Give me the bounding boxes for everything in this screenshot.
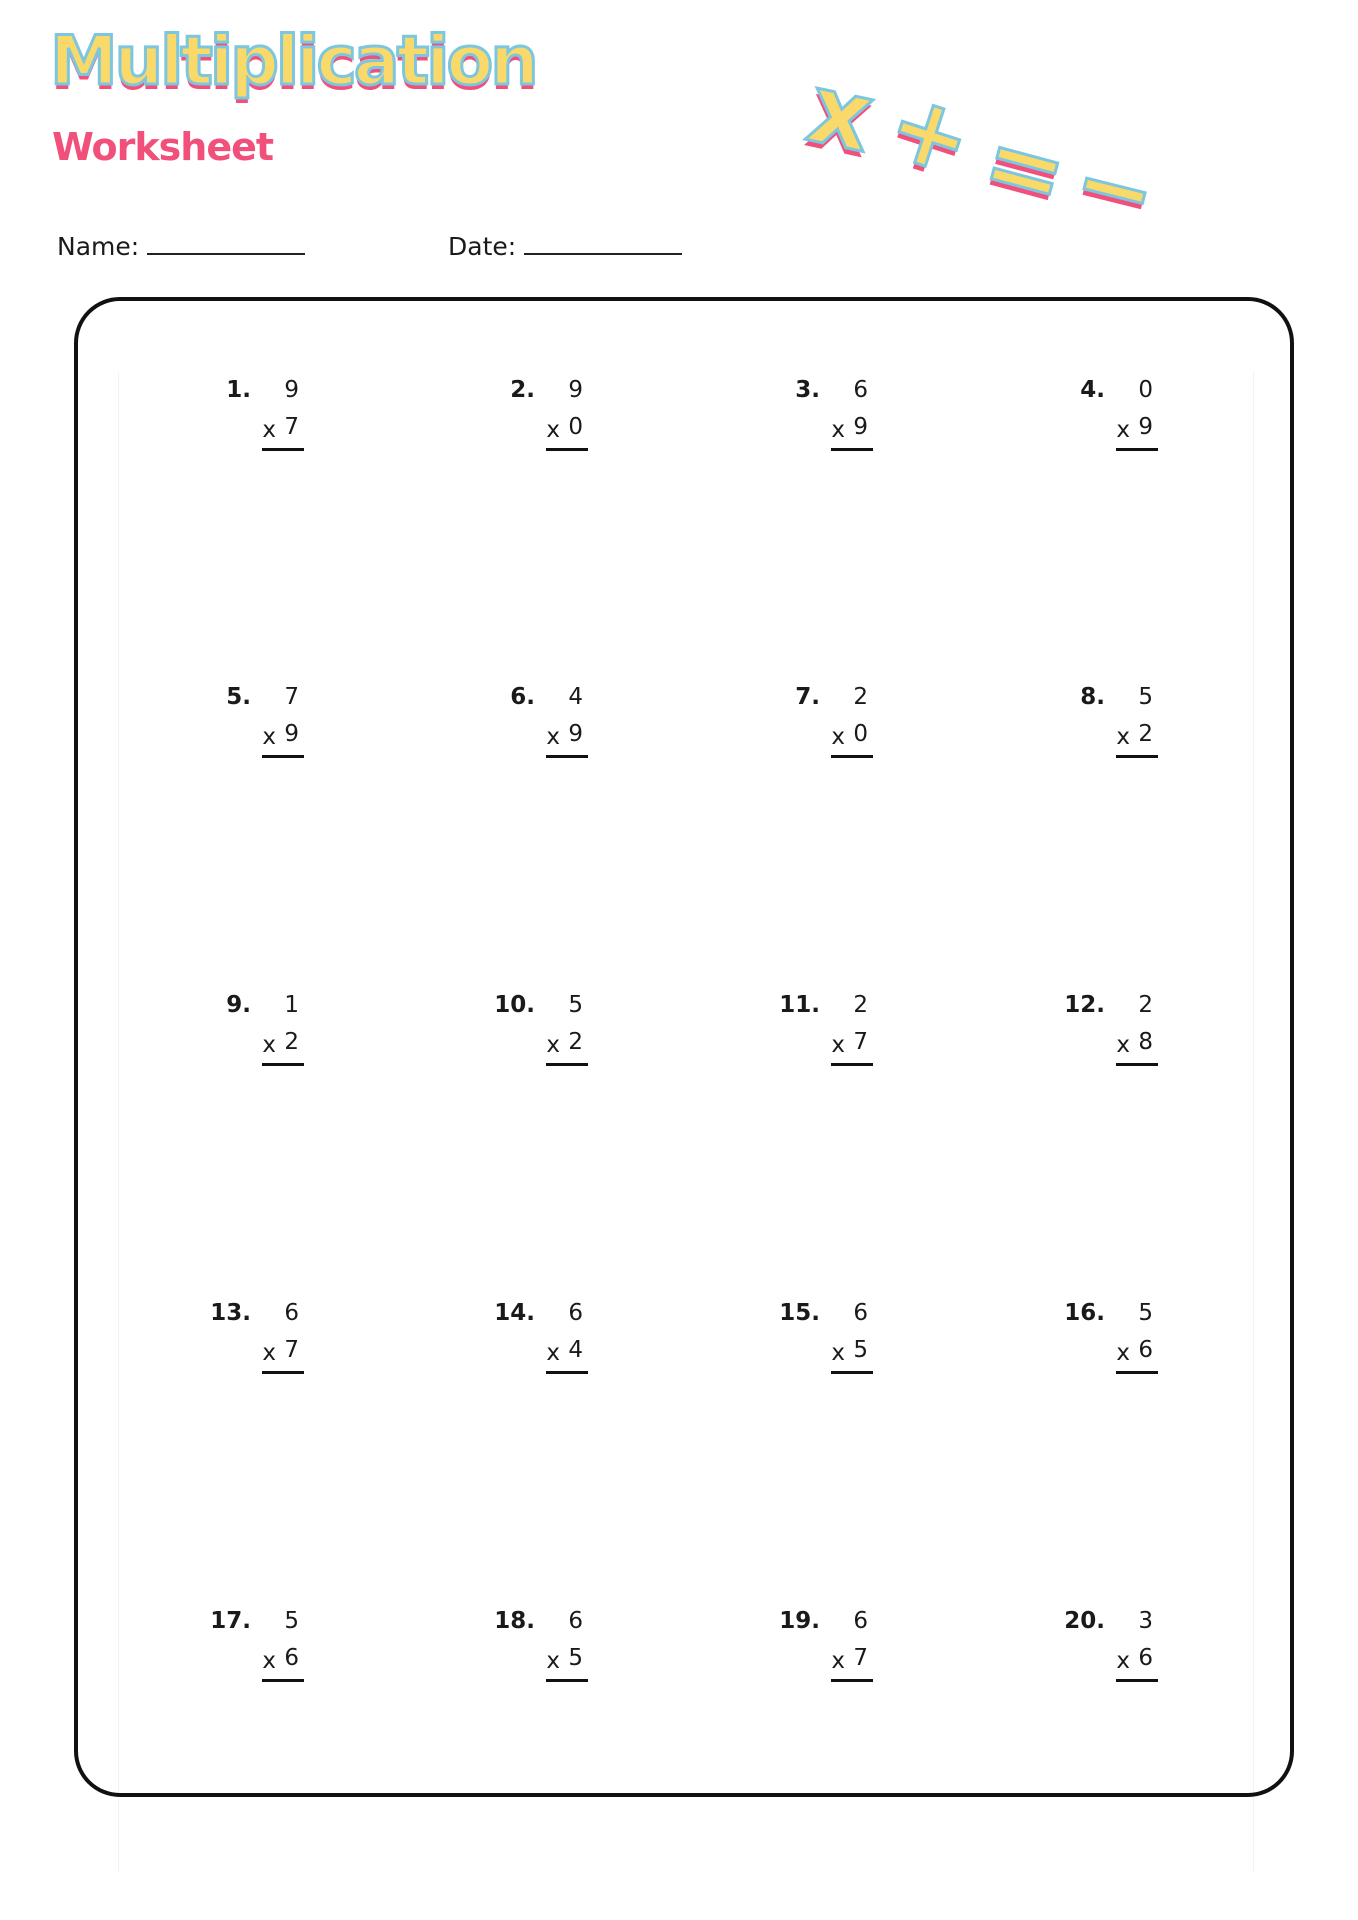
problem-number: 14. xyxy=(494,1300,535,1326)
problem-top-operand: 6 xyxy=(853,1300,868,1326)
multiply-sign: x xyxy=(831,1340,845,1366)
problem-10 xyxy=(468,992,588,1082)
problem-top-operand: 6 xyxy=(568,1608,583,1634)
multiply-sign: x xyxy=(546,1648,560,1674)
answer-line[interactable] xyxy=(262,755,304,758)
problem-13 xyxy=(184,1300,304,1390)
problem-top-operand: 5 xyxy=(1138,684,1153,710)
problem-number: 3. xyxy=(795,377,820,403)
answer-line[interactable] xyxy=(546,1371,588,1374)
problem-bottom-operand: 8 xyxy=(1138,1029,1153,1055)
problem-9 xyxy=(184,992,304,1082)
problem-bottom-operand: 7 xyxy=(284,1337,299,1363)
problem-number: 13. xyxy=(210,1300,251,1326)
problem-bottom-operand: 6 xyxy=(1138,1645,1153,1671)
problem-2 xyxy=(468,377,588,467)
equals-symbol: = xyxy=(971,103,1079,233)
problem-number: 2. xyxy=(510,377,535,403)
answer-line[interactable] xyxy=(831,755,873,758)
problem-12 xyxy=(1038,992,1158,1082)
problem-18 xyxy=(468,1608,588,1698)
problem-bottom-operand: 6 xyxy=(1138,1337,1153,1363)
problem-16 xyxy=(1038,1300,1158,1390)
problem-top-operand: 2 xyxy=(853,684,868,710)
multiply-sign: x xyxy=(831,417,845,443)
problem-bottom-operand: 9 xyxy=(284,721,299,747)
problem-bottom-operand: 5 xyxy=(568,1645,583,1671)
problem-15 xyxy=(753,1300,873,1390)
problem-number: 7. xyxy=(795,684,820,710)
problem-number: 18. xyxy=(494,1608,535,1634)
problem-11 xyxy=(753,992,873,1082)
problem-top-operand: 2 xyxy=(853,992,868,1018)
multiply-sign: x xyxy=(1116,1340,1130,1366)
problem-19 xyxy=(753,1608,873,1698)
problem-3 xyxy=(753,377,873,467)
answer-line[interactable] xyxy=(262,1371,304,1374)
problem-number: 20. xyxy=(1064,1608,1105,1634)
multiply-sign: x xyxy=(262,417,276,443)
answer-line[interactable] xyxy=(1116,755,1158,758)
problem-20 xyxy=(1038,1608,1158,1698)
problem-8 xyxy=(1038,684,1158,774)
problem-bottom-operand: 9 xyxy=(1138,414,1153,440)
problem-top-operand: 6 xyxy=(568,1300,583,1326)
worksheet-title: Multiplication xyxy=(50,22,536,101)
problem-bottom-operand: 2 xyxy=(568,1029,583,1055)
problem-bottom-operand: 7 xyxy=(284,414,299,440)
problem-bottom-operand: 9 xyxy=(853,414,868,440)
problem-bottom-operand: 4 xyxy=(568,1337,583,1363)
problem-bottom-operand: 7 xyxy=(853,1645,868,1671)
problem-top-operand: 6 xyxy=(853,377,868,403)
problem-top-operand: 6 xyxy=(853,1608,868,1634)
multiply-sign: x xyxy=(1116,1032,1130,1058)
problem-7 xyxy=(753,684,873,774)
problem-top-operand: 4 xyxy=(568,684,583,710)
problem-top-operand: 5 xyxy=(284,1608,299,1634)
problem-bottom-operand: 2 xyxy=(284,1029,299,1055)
multiply-sign: x xyxy=(546,1340,560,1366)
answer-line[interactable] xyxy=(262,448,304,451)
problem-number: 6. xyxy=(510,684,535,710)
multiply-sign: x xyxy=(546,1032,560,1058)
multiply-sign: x xyxy=(831,1648,845,1674)
problem-bottom-operand: 9 xyxy=(568,721,583,747)
answer-line[interactable] xyxy=(1116,1063,1158,1066)
multiply-sign: x xyxy=(262,1032,276,1058)
problem-6 xyxy=(468,684,588,774)
problem-number: 8. xyxy=(1080,684,1105,710)
problem-top-operand: 1 xyxy=(284,992,299,1018)
answer-line[interactable] xyxy=(831,1679,873,1682)
multiply-sign: x xyxy=(262,1648,276,1674)
problem-number: 15. xyxy=(779,1300,820,1326)
answer-line[interactable] xyxy=(546,755,588,758)
problem-top-operand: 5 xyxy=(568,992,583,1018)
multiply-sign: x xyxy=(831,724,845,750)
answer-line[interactable] xyxy=(1116,1679,1158,1682)
problem-number: 4. xyxy=(1080,377,1105,403)
plus-symbol: + xyxy=(874,67,986,199)
answer-line[interactable] xyxy=(546,448,588,451)
answer-line[interactable] xyxy=(1116,1371,1158,1374)
problem-number: 12. xyxy=(1064,992,1105,1018)
multiply-sign: x xyxy=(1116,417,1130,443)
problem-bottom-operand: 0 xyxy=(568,414,583,440)
multiply-symbol: x xyxy=(799,51,883,175)
multiply-sign: x xyxy=(262,1340,276,1366)
problem-number: 19. xyxy=(779,1608,820,1634)
name-label: Name: xyxy=(57,232,140,261)
problem-bottom-operand: 2 xyxy=(1138,721,1153,747)
multiply-sign: x xyxy=(1116,724,1130,750)
problem-number: 10. xyxy=(494,992,535,1018)
answer-line[interactable] xyxy=(262,1679,304,1682)
problem-bottom-operand: 6 xyxy=(284,1645,299,1671)
problem-5 xyxy=(184,684,304,774)
multiply-sign: x xyxy=(546,417,560,443)
problem-top-operand: 7 xyxy=(284,684,299,710)
worksheet-subtitle: Worksheet xyxy=(52,125,274,169)
problem-bottom-operand: 7 xyxy=(853,1029,868,1055)
answer-line[interactable] xyxy=(546,1679,588,1682)
answer-line[interactable] xyxy=(831,448,873,451)
problem-number: 5. xyxy=(226,684,251,710)
multiply-sign: x xyxy=(262,724,276,750)
answer-line[interactable] xyxy=(831,1063,873,1066)
answer-line[interactable] xyxy=(546,1063,588,1066)
date-label: Date: xyxy=(448,232,517,261)
problem-number: 9. xyxy=(226,992,251,1018)
problem-top-operand: 5 xyxy=(1138,1300,1153,1326)
multiply-sign: x xyxy=(546,724,560,750)
problem-top-operand: 6 xyxy=(284,1300,299,1326)
problem-top-operand: 9 xyxy=(568,377,583,403)
problem-top-operand: 0 xyxy=(1138,377,1153,403)
minus-symbol: − xyxy=(1062,123,1168,253)
problem-number: 17. xyxy=(210,1608,251,1634)
problem-14 xyxy=(468,1300,588,1390)
answer-line[interactable] xyxy=(1116,448,1158,451)
problem-number: 16. xyxy=(1064,1300,1105,1326)
problem-17 xyxy=(184,1608,304,1698)
problem-top-operand: 9 xyxy=(284,377,299,403)
multiply-sign: x xyxy=(831,1032,845,1058)
multiply-sign: x xyxy=(1116,1648,1130,1674)
problem-bottom-operand: 0 xyxy=(853,721,868,747)
problem-bottom-operand: 5 xyxy=(853,1337,868,1363)
answer-line[interactable] xyxy=(831,1371,873,1374)
problem-1 xyxy=(184,377,304,467)
problem-4 xyxy=(1038,377,1158,467)
problem-top-operand: 3 xyxy=(1138,1608,1153,1634)
answer-line[interactable] xyxy=(262,1063,304,1066)
problem-number: 1. xyxy=(226,377,251,403)
problem-top-operand: 2 xyxy=(1138,992,1153,1018)
problem-number: 11. xyxy=(779,992,820,1018)
